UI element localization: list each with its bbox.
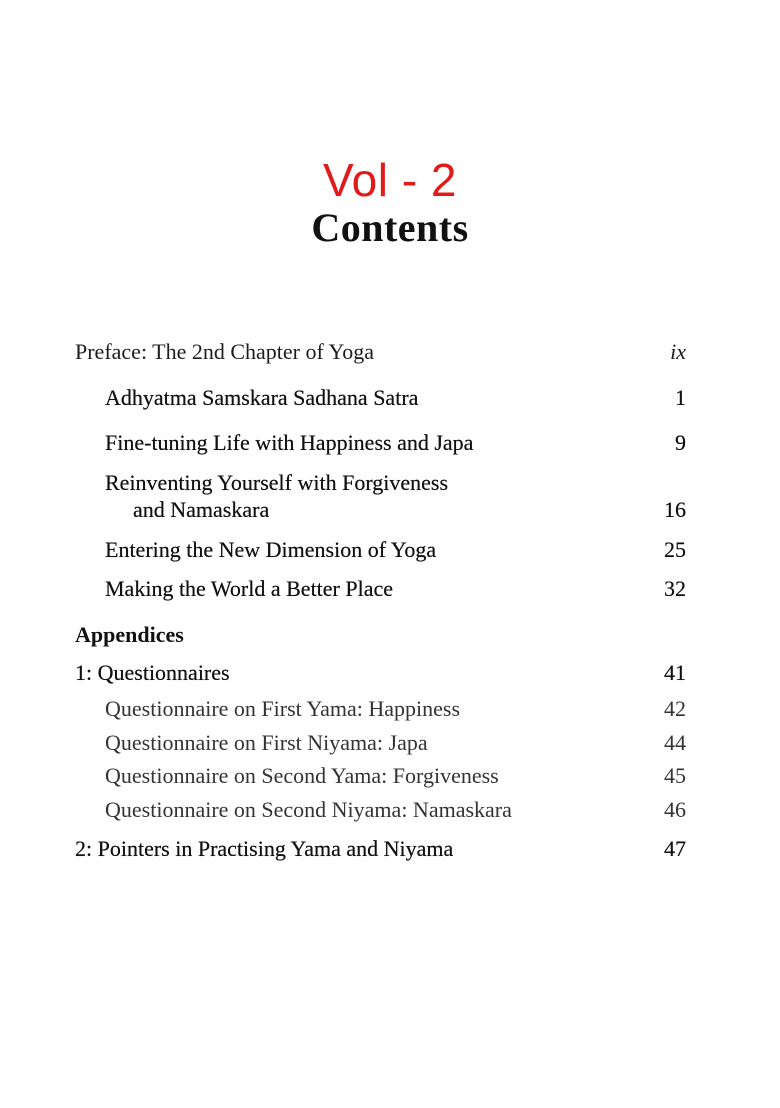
toc-entry-title: Questionnaire on Second Yama: Forgiveness [105, 763, 499, 788]
toc-entry-page: 9 [675, 430, 686, 455]
toc-entry-title: Making the World a Better Place [105, 576, 394, 601]
toc-entry-title: Entering the New Dimension of Yoga [105, 537, 437, 562]
page-title: Contents [311, 205, 469, 250]
toc-entry-page: 47 [664, 836, 686, 861]
toc-entry-title: Preface: The 2nd Chapter of Yoga [75, 339, 374, 364]
toc-entry-title: Questionnaire on First Yama: Happiness [105, 696, 461, 721]
appendices-heading: Appendices [75, 622, 184, 647]
toc-entry-title: 2: Pointers in Practising Yama and Niyama [75, 836, 454, 861]
toc-entry-page: 42 [664, 696, 686, 721]
toc-entry-title: Adhyatma Samskara Sadhana Satra [105, 385, 419, 410]
toc-entry-page: 44 [664, 730, 686, 755]
toc-entry-title: Questionnaire on First Niyama: Japa [105, 730, 428, 755]
toc-entry-page: 46 [664, 797, 686, 822]
toc-entry-title-line2: and Namaskara [133, 497, 270, 522]
toc-entry-page: ix [670, 339, 686, 364]
toc-entry-page: 25 [664, 537, 686, 562]
toc-entry-title: Reinventing Yourself with Forgiveness [105, 470, 449, 495]
toc-entry-title: Fine-tuning Life with Happiness and Japa [105, 430, 474, 455]
toc-entry-title: 1: Questionnaires [75, 660, 230, 685]
toc-entry-page: 16 [664, 497, 686, 522]
toc-entry-page: 45 [664, 763, 686, 788]
toc-entry-page: 41 [664, 660, 686, 685]
toc-entry-page: 1 [675, 385, 686, 410]
toc-entry-title: Questionnaire on Second Niyama: Namaskara [105, 797, 512, 822]
volume-label: Vol - 2 [323, 154, 457, 206]
toc-entry-page: 32 [664, 576, 686, 601]
